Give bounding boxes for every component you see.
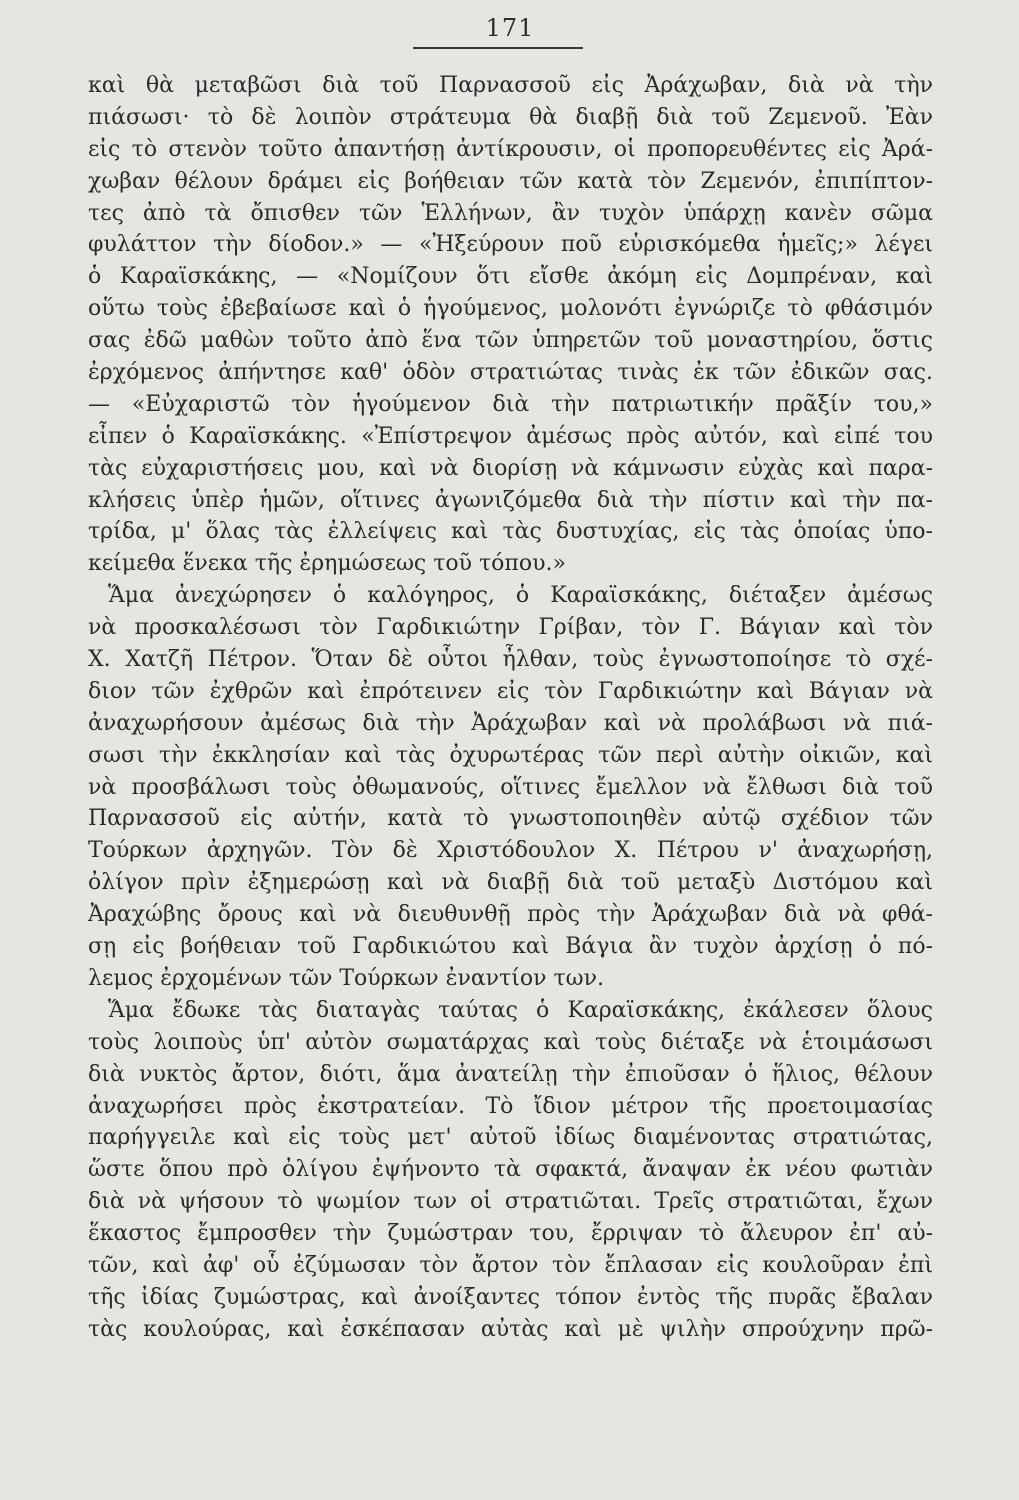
text-line: ὀλίγον πρὶν ἐξημερώσῃ καὶ νὰ διαβῇ διὰ τοῦ μεταξὺ Διστόμου καὶ xyxy=(88,870,933,896)
text-line: καὶ θὰ μεταβῶσι διὰ τοῦ Παρνασσοῦ εἰς Ἀράχωβαν, διὰ νὰ τὴν xyxy=(88,73,933,98)
page-number: 171 xyxy=(485,14,535,42)
text-line: σωσι τὴν ἐκκλησίαν καὶ τὰς ὀχυρωτέρας τῶν περὶ αὐτὴν οἰκιῶν, καὶ xyxy=(88,742,933,768)
text-line: Ἀραχώβης ὄρους καὶ νὰ διευθυνθῇ πρὸς τὴν Ἀράχωβαν διὰ νὰ φθά- xyxy=(88,902,933,928)
text-line: τῶν, καὶ ἀφ' οὗ ἐζύμωσαν τὸν ἄρτον τὸν ἔπλασαν εἰς κουλοῦραν ἐπὶ xyxy=(88,1252,933,1278)
text-line: σῃ εἰς βοήθειαν τοῦ Γαρδικιώτου καὶ Βάγια ἂν τυχὸν ἀρχίσῃ ὁ πό- xyxy=(88,934,933,960)
text-line: τοὺς λοιποὺς ὑπ' αὐτὸν σωματάρχας καὶ τοὺς διέταξε νὰ ἑτοιμάσωσι xyxy=(88,1029,933,1055)
text-line: τὰς κουλούρας, καὶ ἐσκέπασαν αὐτὰς καὶ μὲ ψιλὴν σπρούχνην πρῶ- xyxy=(88,1316,933,1342)
text-line: οὕτω τοὺς ἐβεβαίωσε καὶ ὁ ἡγούμενος, μολονότι ἐγνώριζε τὸ φθάσιμόν xyxy=(88,296,933,322)
text-line: νὰ προσκαλέσωσι τὸν Γαρδικιώτην Γρίβαν, τὸν Γ. Βάγιαν καὶ τὸν xyxy=(88,615,933,641)
text-line: εἰς τὸ στενὸν τοῦτο ἀπαντήσῃ ἀντίκρουσιν, οἱ προπορευθέντες εἰς Ἀρά- xyxy=(88,136,933,162)
text-line: τὰς εὐχαριστήσεις μου, καὶ νὰ διορίσῃ νὰ κάμνωσιν εὐχὰς καὶ παρα- xyxy=(88,455,933,481)
text-line: τρίδα, μ' ὅλας τὰς ἐλλείψεις καὶ τὰς δυστυχίας, εἰς τὰς ὁποίας ὑπο- xyxy=(88,519,933,545)
text-line: ἀναχωρήσουν ἀμέσως διὰ τὴν Ἀράχωβαν καὶ νὰ προλάβωσι νὰ πιά- xyxy=(88,710,933,736)
body-text xyxy=(88,70,933,1346)
text-line: λεμος ἐρχομένων τῶν Τούρκων ἐναντίον των. xyxy=(88,965,604,991)
text-line: ὥστε ὅπου πρὸ ὀλίγου ἐψήνοντο τὰ σφακτά, ἄναψαν ἐκ νέου φωτιὰν xyxy=(88,1157,933,1183)
text-line: χωβαν θέλουν δράμει εἰς βοήθειαν τῶν κατὰ τὸν Ζεμενόν, ἐπιπίπτον- xyxy=(88,168,933,194)
text-line: ἀναχωρήσει πρὸς ἐκστρατείαν. Τὸ ἴδιον μέτρον τῆς προετοιμασίας xyxy=(88,1093,933,1119)
text-line: διον τῶν ἐχθρῶν καὶ ἐπρότεινεν εἰς τὸν Γαρδικιώτην καὶ Βάγιαν νὰ xyxy=(88,678,933,704)
text-line: τες ἀπὸ τὰ ὄπισθεν τῶν Ἑλλήνων, ἂν τυχὸν ὑπάρχῃ κανὲν σῶμα xyxy=(88,200,933,226)
text-line: ὁ Καραϊσκάκης, — «Νομίζουν ὅτι εἴσθε ἀκόμη εἰς Δομπρέναν, καὶ xyxy=(88,264,933,290)
header-rule xyxy=(413,47,583,49)
text-line: τῆς ἰδίας ζυμώστρας, καὶ ἀνοίξαντες τόπον ἐντὸς τῆς πυρᾶς ἔβαλαν xyxy=(88,1284,933,1310)
text-line: ἐρχόμενος ἀπήντησε καθ' ὁδὸν στρατιώτας τινὰς ἐκ τῶν ἐδικῶν σας. xyxy=(88,360,933,386)
text-line: πιάσωσι· τὸ δὲ λοιπὸν στράτευμα θὰ διαβῇ διὰ τοῦ Ζεμενοῦ. Ἐὰν xyxy=(88,104,933,130)
text-line: παρήγγειλε καὶ εἰς τοὺς μετ' αὐτοῦ ἰδίως διαμένοντας στρατιώτας, xyxy=(88,1125,933,1151)
text-line: κείμεθα ἕνεκα τῆς ἐρημώσεως τοῦ τόπου.» xyxy=(88,551,566,577)
text-line: εἶπεν ὁ Καραϊσκάκης. «Ἐπίστρεψον ἀμέσως πρὸς αὐτόν, καὶ εἰπέ του xyxy=(88,423,933,449)
text-line: Χ. Χατζῆ Πέτρον. Ὅταν δὲ οὗτοι ἦλθαν, τοὺς ἐγνωστοποίησε τὸ σχέ- xyxy=(88,647,933,673)
text-line: διὰ νὰ ψήσουν τὸ ψωμίον των οἱ στρατιῶται. Τρεῖς στρατιῶται, ἔχων xyxy=(88,1189,933,1215)
paragraph-start-line: Ἅμα ἔδωκε τὰς διαταγὰς ταύτας ὁ Καραϊσκάκης, ἐκάλεσεν ὅλους xyxy=(108,997,933,1023)
paragraph-start-line: Ἅμα ἀνεχώρησεν ὁ καλόγηρος, ὁ Καραϊσκάκης, διέταξεν ἀμέσως xyxy=(108,583,933,609)
text-line: — «Εὐχαριστῶ τὸν ἡγούμενον διὰ τὴν πατριωτικήν πρᾶξίν του,» xyxy=(88,391,933,417)
text-line: ἕκαστος ἔμπροσθεν τὴν ζυμώστραν του, ἔρριψαν τὸ ἄλευρον ἐπ' αὐ- xyxy=(88,1221,933,1247)
text-line: διὰ νυκτὸς ἄρτον, διότι, ἅμα ἀνατείλῃ τὴν ἐπιοῦσαν ὁ ἥλιος, θέλουν xyxy=(88,1061,933,1087)
text-line: κλήσεις ὑπὲρ ἡμῶν, οἵτινες ἀγωνιζόμεθα διὰ τὴν πίστιν καὶ τὴν πα- xyxy=(88,487,933,513)
text-line: Τούρκων ἀρχηγῶν. Τὸν δὲ Χριστόδουλον Χ. Πέτρου ν' ἀναχωρήσῃ, xyxy=(88,838,933,864)
text-line: φυλάττον τὴν δίοδον.» — «Ἠξεύρουν ποῦ εὑρισκόμεθα ἡμεῖς;» λέγει xyxy=(88,232,933,258)
text-line: Παρνασσοῦ εἰς αὐτήν, κατὰ τὸ γνωστοποιηθὲν αὐτῷ σχέδιον τῶν xyxy=(88,806,933,832)
text-line: σας ἐδῶ μαθὼν τοῦτο ἀπὸ ἕνα τῶν ὑπηρετῶν τοῦ μοναστηρίου, ὅστις xyxy=(88,328,933,354)
text-line: νὰ προσβάλωσι τοὺς ὀθωμανούς, οἵτινες ἔμελλον νὰ ἔλθωσι διὰ τοῦ xyxy=(88,774,933,800)
